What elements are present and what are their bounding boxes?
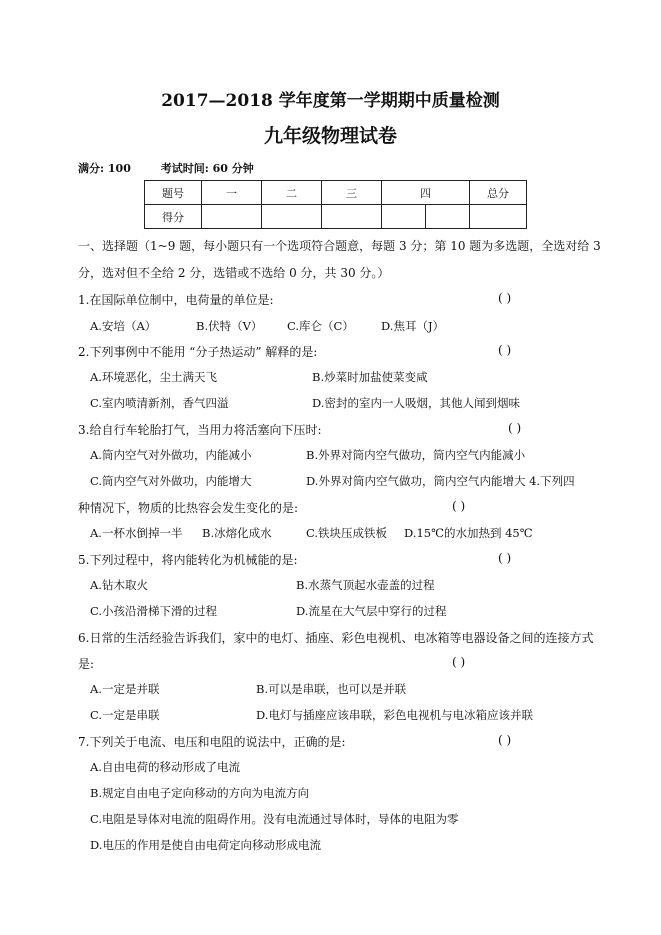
exam-title: 2017—2018 学年度第一学期期中质量检测 <box>161 91 500 111</box>
q3-option-b: B.外界对筒内空气做功，筒内空气内能减小 <box>306 448 526 462</box>
q4-option-c: C.铁块压成铁板 <box>306 526 388 540</box>
question-6-stem-cont: 是: <box>78 657 95 671</box>
question-7-stem: 7.下列关于电流、电压和电阻的说法中，正确的是: <box>78 735 346 749</box>
q4-option-b: B.冰熔化成水 <box>202 526 272 540</box>
q1-option-d: D.焦耳（J） <box>381 319 445 333</box>
score-header-cell: 题号 <box>145 181 202 205</box>
question-1-stem: 1.在国际单位制中，电荷量的单位是: <box>78 293 274 307</box>
section-instructions-line2: 分，选对但不全给 2 分，选错或不选给 0 分，共 30 分。） <box>78 266 390 280</box>
q5-option-b: B.水蒸气顶起水壶盖的过程 <box>296 578 435 592</box>
q3-option-a: A.筒内空气对外做功，内能减小 <box>90 448 252 462</box>
q2-option-c: C.室内喷清新剂，香气四溢 <box>90 396 229 410</box>
q4-option-a: A.一杯水倒掉一半 <box>90 526 183 540</box>
q7-option-d: D.电压的作用是使自由电荷定向移动形成电流 <box>90 838 321 852</box>
score-header-cell: 二 <box>262 181 322 205</box>
score-cell <box>262 205 322 229</box>
exam-meta <box>78 160 280 176</box>
question-3-stem: 3.给自行车轮胎打气，当用力将活塞向下压时: <box>78 423 322 437</box>
answer-blank: ( ) <box>508 421 522 435</box>
q1-option-a: A.安培（A） <box>90 319 157 333</box>
q4-option-d: D.15℃的水加热到 45℃ <box>404 526 533 540</box>
exam-time: 考试时间: 60 分钟 <box>160 162 254 175</box>
question-6-stem: 6.日常的生活经验告诉我们，家中的电灯、插座、彩色电视机、电冰箱等电器设备之间的连接方式 <box>78 631 594 645</box>
q5-option-c: C.小孩沿滑梯下滑的过程 <box>90 604 218 618</box>
q1-option-c: C.库仑（C） <box>287 319 354 333</box>
q6-option-c: C.一定是串联 <box>90 708 160 722</box>
score-cell <box>322 205 382 229</box>
score-cell <box>202 205 262 229</box>
q5-option-d: D.流星在大气层中穿行的过程 <box>296 604 447 618</box>
score-header-cell: 总分 <box>470 181 527 205</box>
score-cell <box>470 205 527 229</box>
question-4-stem: 种情况下，物质的比热容会发生变化的是: <box>78 501 299 515</box>
q6-option-a: A.一定是并联 <box>90 682 160 696</box>
full-score: 满分: 100 <box>78 162 131 175</box>
q7-option-a: A.自由电荷的移动形成了电流 <box>90 760 240 774</box>
question-5-stem: 5.下列过程中，将内能转化为机械能的是: <box>78 553 298 567</box>
answer-blank: ( ) <box>452 499 466 513</box>
score-table-score-row <box>145 205 527 229</box>
q2-option-a: A.环境恶化，尘土满天飞 <box>90 370 217 384</box>
score-table-header-row <box>145 181 527 205</box>
answer-blank: ( ) <box>498 343 512 357</box>
score-header-cell: 一 <box>202 181 262 205</box>
answer-blank: ( ) <box>498 291 512 305</box>
q7-option-c: C.电阻是导体对电流的阻碍作用。没有电流通过导体时，导体的电阻为零 <box>90 812 459 826</box>
section-instructions-line1: 一、选择题（1~9 题，每小题只有一个选项符合题意，每题 3 分；第 10 题为多选题，全选对给 3 <box>78 239 601 253</box>
q3-option-d: D.外界对筒内空气做功，筒内空气内能增大 4.下列四 <box>306 474 575 488</box>
q7-option-b: B.规定自由电子定向移动的方向为电流方向 <box>90 786 310 800</box>
q6-option-b: B.可以是串联，也可以是并联 <box>256 682 407 696</box>
score-cell <box>426 205 470 229</box>
score-table <box>144 180 527 229</box>
q2-option-b: B.炒菜时加盐使菜变咸 <box>312 370 428 384</box>
q5-option-a: A.钻木取火 <box>90 578 148 592</box>
answer-blank: ( ) <box>498 551 512 565</box>
exam-subtitle: 九年级物理试卷 <box>263 125 397 147</box>
q3-option-c: C.筒内空气对外做功，内能增大 <box>90 474 252 488</box>
q1-option-b: B.伏特（V） <box>196 319 263 333</box>
score-header-cell: 三 <box>322 181 382 205</box>
answer-blank: ( ) <box>452 655 466 669</box>
score-row-label: 得分 <box>145 205 202 229</box>
score-header-cell: 四 <box>382 181 470 205</box>
score-cell <box>382 205 426 229</box>
q6-option-d: D.电灯与插座应该串联，彩色电视机与电冰箱应该并联 <box>256 708 533 722</box>
answer-blank: ( ) <box>498 733 512 747</box>
q2-option-d: D.密封的室内一人吸烟，其他人闻到烟味 <box>312 396 520 410</box>
question-2-stem: 2.下列事例中不能用 “分子热运动” 解释的是: <box>78 345 318 359</box>
